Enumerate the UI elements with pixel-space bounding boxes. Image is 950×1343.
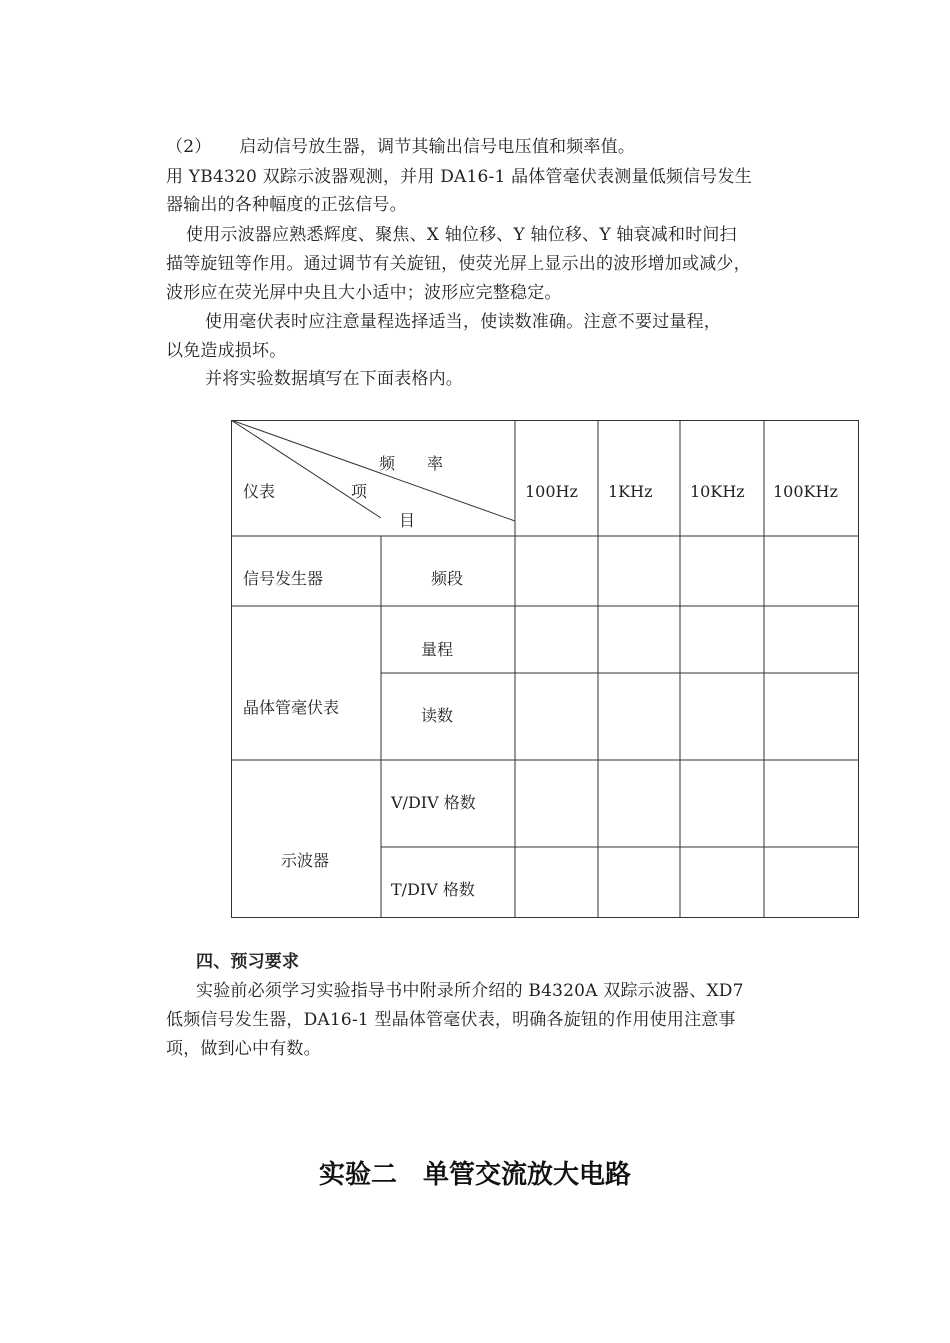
- data-table: [231, 420, 859, 918]
- section4-line2: 低频信号发生器，DA16-1 型晶体管毫伏表，明确各旋钮的作用使用注意事: [166, 1010, 736, 1030]
- row-band: 频段: [431, 569, 464, 588]
- section4-line3: 项，做到心中有数。: [166, 1039, 321, 1059]
- row-millivoltmeter: 晶体管毫伏表: [243, 698, 340, 717]
- para3-line2: 以免造成损坏。: [166, 341, 287, 361]
- header-freq-10khz: 10KHz: [690, 482, 745, 501]
- header-freq-1khz: 1KHz: [608, 482, 653, 501]
- experiment-title: 实验二 单管交流放大电路: [318, 1160, 631, 1190]
- row-signal-generator: 信号发生器: [243, 569, 324, 588]
- para1-line1: 用 YB4320 双踪示波器观测，并用 DA16-1 晶体管毫伏表测量低频信号发生: [166, 167, 752, 187]
- header-item-label-a: 项: [351, 482, 368, 501]
- para3-line1: 使用毫伏表时应注意量程选择适当，使读数准确。注意不要过量程，: [205, 312, 721, 332]
- header-frequency-label: 频 率: [379, 454, 444, 473]
- header-instrument-label: 仪表: [243, 482, 276, 501]
- row-tdiv: T/DIV 格数: [391, 880, 475, 899]
- row-vdiv: V/DIV 格数: [391, 793, 476, 812]
- para2-line3: 波形应在荧光屏中央且大小适中；波形应完整稳定。: [166, 283, 562, 303]
- para2-line2: 描等旋钮等作用。通过调节有关旋钮，使荧光屏上显示出的波形增加或减少，: [166, 254, 751, 274]
- para2-line1: 使用示波器应熟悉辉度、聚焦、X 轴位移、Y 轴位移、Y 轴衰减和时间扫: [186, 225, 737, 245]
- header-freq-100hz: 100Hz: [525, 482, 578, 501]
- step-2-text: 启动信号放生器，调节其输出信号电压值和频率值。: [239, 137, 636, 157]
- step-2-label: （2）: [166, 137, 212, 157]
- header-freq-100khz: 100KHz: [773, 482, 838, 501]
- row-range: 量程: [421, 640, 454, 659]
- para4-line: 并将实验数据填写在下面表格内。: [205, 369, 463, 389]
- section4-heading: 四、预习要求: [196, 952, 300, 972]
- header-item-label-b: 目: [399, 511, 416, 530]
- section4-line1: 实验前必须学习实验指导书中附录所介绍的 B4320A 双踪示波器、XD7: [196, 981, 744, 1001]
- para1-line2: 器输出的各种幅度的正弦信号。: [166, 195, 407, 215]
- step-2-line: [166, 136, 635, 158]
- row-oscilloscope: 示波器: [281, 851, 330, 870]
- row-reading: 读数: [421, 706, 454, 725]
